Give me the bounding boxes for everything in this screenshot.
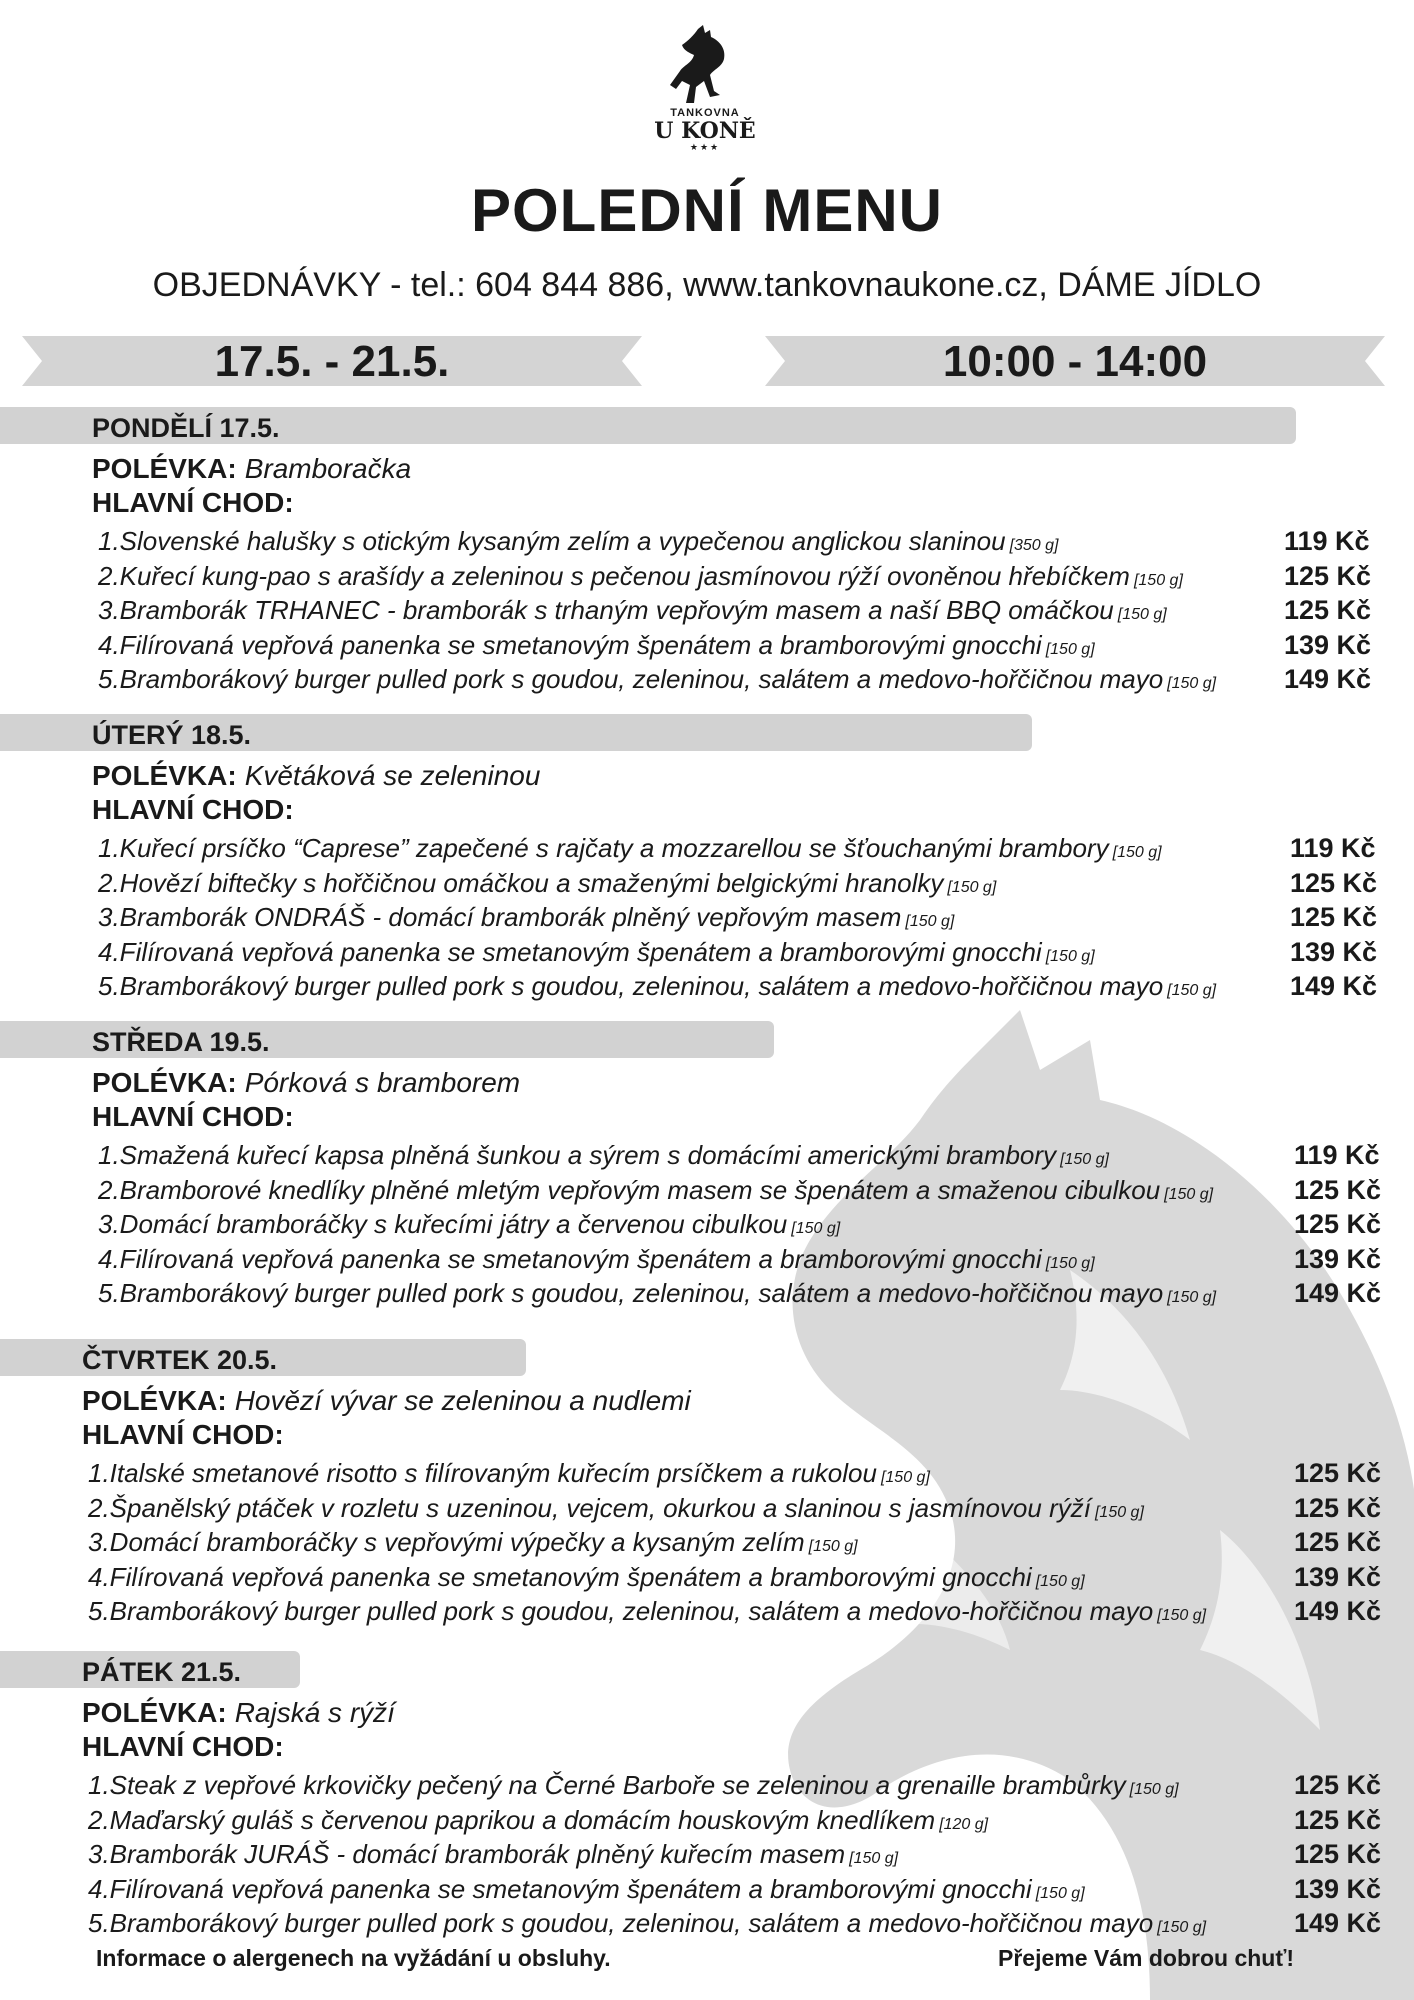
dish-weight: [150 g]	[1045, 640, 1095, 658]
soup-line	[92, 760, 540, 792]
list-item	[88, 1804, 1382, 1839]
dish-price: 119 Kč	[1284, 526, 1370, 556]
list-item	[88, 1457, 1382, 1492]
dish-name	[88, 1907, 1206, 1944]
dish-text: 4.Filírovaná vepřová panenka se smetanovým špenátem a bramborovými gnocchi	[98, 936, 1042, 967]
dish-text: 2.Bramborové knedlíky plněné mletým vepřovým masem se špenátem a smaženou cibulkou	[98, 1174, 1161, 1205]
dish-name	[98, 867, 996, 904]
dish-weight: [150 g]	[1045, 947, 1095, 965]
dish-weight: [150 g]	[1167, 982, 1217, 999]
dish-name	[88, 1457, 930, 1494]
dish-weight: [150 g]	[808, 1538, 858, 1555]
list-item	[88, 1492, 1382, 1527]
logo	[640, 25, 770, 152]
dish-weight: [150 g]	[1045, 1254, 1095, 1272]
main-course-label: HLAVNÍ CHOD:	[92, 487, 294, 518]
dish-price: 125 Kč	[1290, 902, 1378, 932]
dish-weight: [150 g]	[1167, 675, 1217, 692]
dish-text: 2.Kuřecí kung-pao s arašídy a zeleninou s pečenou jasmínovou rýží ovoněnou hřebíčkem	[98, 560, 1130, 591]
dish-text: 5.Bramborákový burger pulled pork s goudou, zeleninou, salátem a medovo-hořčičnou mayo	[98, 664, 1164, 694]
dish-weight: [150 g]	[947, 878, 997, 896]
date-range: 17.5. - 21.5.	[214, 337, 450, 386]
dish-list	[88, 1769, 1382, 1942]
list-item	[98, 594, 1388, 629]
dish-text: 4.Filírovaná vepřová panenka se smetanovým špenátem a bramborovými gnocchi	[88, 1561, 1032, 1592]
list-item	[98, 1243, 1388, 1278]
soup-line	[82, 1697, 395, 1729]
soup-line	[92, 1067, 520, 1099]
soup-name: Bramboračka	[244, 453, 412, 484]
list-item	[98, 560, 1388, 595]
date-ribbon	[22, 336, 642, 386]
soup-label: POLÉVKA:	[92, 1067, 237, 1098]
dish-text: 3.Domácí bramboráčky s kuřecími játry a červenou cibulkou	[98, 1209, 788, 1239]
list-item	[98, 1277, 1388, 1312]
dish-price: 125 Kč	[1284, 560, 1372, 591]
dish-weight: [350 g]	[1009, 537, 1059, 554]
day-section	[0, 1651, 1414, 1951]
main-course-label: HLAVNÍ CHOD:	[82, 1731, 284, 1762]
dish-price: 149 Kč	[1284, 664, 1372, 694]
time-ribbon	[765, 336, 1385, 386]
dish-price: 119 Kč	[1294, 1140, 1380, 1170]
dish-weight: [150 g]	[880, 1469, 930, 1486]
main-course-label: HLAVNÍ CHOD:	[92, 794, 294, 825]
day-name: STŘEDA 19.5.	[92, 1027, 270, 1057]
dish-name	[98, 663, 1216, 700]
dish-name	[98, 1139, 1109, 1176]
dish-price: 125 Kč	[1294, 1492, 1382, 1523]
dish-weight: [150 g]	[1157, 1607, 1207, 1624]
dish-name	[98, 629, 1095, 666]
list-item	[98, 970, 1388, 1005]
dish-name	[88, 1492, 1144, 1529]
list-item	[88, 1561, 1382, 1596]
dish-text: 3.Domácí bramboráčky s vepřovými výpečky a kysaným zelím	[88, 1527, 805, 1557]
dish-name	[98, 525, 1059, 562]
dish-price: 125 Kč	[1294, 1804, 1382, 1835]
logo-stars: ★★★	[689, 142, 721, 152]
dish-price: 119 Kč	[1290, 833, 1376, 863]
dish-text: 3.Bramborák JURÁŠ - domácí bramborák plněný kuřecím masem	[88, 1839, 846, 1869]
dish-price: 139 Kč	[1294, 1561, 1382, 1592]
dish-name	[88, 1561, 1085, 1598]
dish-price: 149 Kč	[1294, 1596, 1382, 1626]
dish-name	[98, 970, 1216, 1007]
dish-text: 2.Hovězí biftečky s hořčičnou omáčkou a smaženými belgickými hranolky	[98, 867, 944, 898]
dish-name	[98, 560, 1183, 597]
dish-name	[98, 1243, 1095, 1280]
dish-text: 1.Smažená kuřecí kapsa plněná šunkou a sýrem s domácími americkými brambory	[98, 1140, 1057, 1170]
day-section	[0, 1021, 1414, 1321]
dish-weight: [150 g]	[1094, 1503, 1144, 1521]
dish-name	[98, 936, 1095, 973]
list-item	[88, 1838, 1382, 1873]
dish-weight: [150 g]	[1164, 1185, 1214, 1203]
dish-price: 125 Kč	[1290, 867, 1378, 898]
horse-logo-icon	[670, 25, 740, 105]
day-name: PONDĚLÍ 17.5.	[92, 413, 280, 443]
dish-weight: [150 g]	[1167, 1289, 1217, 1306]
list-item	[98, 936, 1388, 971]
dish-weight: [150 g]	[1060, 1151, 1109, 1168]
dish-list	[98, 832, 1388, 1005]
list-item	[98, 832, 1388, 867]
dish-weight: [150 g]	[849, 1850, 899, 1867]
dish-price: 125 Kč	[1294, 1174, 1382, 1205]
dish-text: 1.Italské smetanové risotto s filírovaným kuřecím prsíčkem a rukolou	[88, 1458, 877, 1488]
dish-weight: [150 g]	[1035, 1572, 1085, 1590]
dish-text: 4.Filírovaná vepřová panenka se smetanovým špenátem a bramborovými gnocchi	[98, 629, 1042, 660]
list-item	[98, 1139, 1388, 1174]
dish-name	[98, 1174, 1213, 1211]
dish-price: 125 Kč	[1294, 1770, 1382, 1800]
dish-text: 4.Filírovaná vepřová panenka se smetanovým špenátem a bramborovými gnocchi	[98, 1243, 1042, 1274]
dish-name	[98, 1208, 840, 1245]
closing-wish: Přejeme Vám dobrou chuť!	[998, 1945, 1295, 1971]
list-item	[98, 663, 1388, 698]
list-item	[98, 629, 1388, 664]
day-section	[0, 407, 1414, 707]
dish-price: 149 Kč	[1290, 971, 1378, 1001]
dish-name	[88, 1873, 1085, 1910]
dish-price: 125 Kč	[1294, 1209, 1382, 1239]
dish-price: 125 Kč	[1294, 1839, 1382, 1869]
dish-weight: [150 g]	[791, 1220, 841, 1237]
soup-label: POLÉVKA:	[92, 453, 237, 484]
order-contact-line: OBJEDNÁVKY - tel.: 604 844 886, www.tankovnaukone.cz, DÁME JÍDLO	[152, 266, 1262, 304]
soup-label: POLÉVKA:	[92, 760, 237, 791]
dish-price: 125 Kč	[1284, 595, 1372, 625]
day-name: PÁTEK 21.5.	[82, 1657, 242, 1687]
day-name: ÚTERÝ 18.5.	[92, 720, 252, 750]
dish-text: 4.Filírovaná vepřová panenka se smetanovým špenátem a bramborovými gnocchi	[88, 1873, 1032, 1904]
dish-name	[98, 901, 954, 938]
dish-price: 139 Kč	[1284, 629, 1372, 660]
dish-weight: [120 g]	[939, 1815, 989, 1833]
list-item	[88, 1769, 1382, 1804]
list-item	[88, 1873, 1382, 1908]
dish-price: 139 Kč	[1290, 936, 1378, 967]
main-course-label: HLAVNÍ CHOD:	[92, 1101, 294, 1132]
dish-weight: [150 g]	[1157, 1919, 1207, 1936]
soup-label: POLÉVKA:	[82, 1385, 227, 1416]
dish-weight: [150 g]	[1117, 606, 1167, 623]
list-item	[98, 1174, 1388, 1209]
dish-weight: [150 g]	[1035, 1884, 1085, 1902]
list-item	[88, 1907, 1382, 1942]
soup-label: POLÉVKA:	[82, 1697, 227, 1728]
dish-name	[88, 1769, 1179, 1806]
dish-list	[98, 525, 1388, 698]
dish-name	[98, 594, 1167, 631]
dish-text: 3.Bramborák ONDRÁŠ - domácí bramborák plněný vepřovým masem	[98, 902, 902, 932]
dish-text: 5.Bramborákový burger pulled pork s goudou, zeleninou, salátem a medovo-hořčičnou mayo	[98, 971, 1164, 1001]
dish-weight: [150 g]	[1133, 571, 1183, 589]
allergen-note: Informace o alergenech na vyžádání u obsluhy.	[96, 1945, 611, 1971]
dish-list	[88, 1457, 1382, 1630]
page-title: POLEDNÍ MENU	[470, 177, 944, 244]
dish-text: 2.Španělský ptáček v rozletu s uzeninou, vejcem, okurkou a slaninou s jasmínovou rýží	[88, 1492, 1091, 1523]
dish-name	[88, 1526, 858, 1563]
dish-name	[88, 1804, 988, 1841]
dish-list	[98, 1139, 1388, 1312]
dish-price: 125 Kč	[1294, 1527, 1382, 1557]
logo-tagline: TANKOVNA	[670, 107, 740, 119]
soup-line	[92, 453, 411, 485]
dish-price: 149 Kč	[1294, 1278, 1382, 1308]
list-item	[88, 1595, 1382, 1630]
dish-text: 2.Maďarský guláš s červenou paprikou a domácím houskovým knedlíkem	[88, 1804, 936, 1835]
list-item	[98, 901, 1388, 936]
day-name: ČTVRTEK 20.5.	[82, 1345, 278, 1375]
dish-text: 3.Bramborák TRHANEC - bramborák s trhaným vepřovým masem a naší BBQ omáčkou	[98, 595, 1114, 625]
time-range: 10:00 - 14:00	[942, 337, 1208, 386]
main-course-label: HLAVNÍ CHOD:	[82, 1419, 284, 1450]
dish-text: 5.Bramborákový burger pulled pork s goudou, zeleninou, salátem a medovo-hořčičnou mayo	[88, 1908, 1154, 1938]
dish-name	[88, 1595, 1206, 1632]
soup-name: Pórková s bramborem	[244, 1067, 521, 1098]
dish-name	[98, 832, 1162, 869]
dish-text: 1.Steak z vepřové krkovičky pečený na Černé Barboře se zeleninou a grenaille brambůrky	[88, 1770, 1126, 1800]
dish-text: 5.Bramborákový burger pulled pork s goudou, zeleninou, salátem a medovo-hořčičnou mayo	[98, 1278, 1164, 1308]
dish-weight: [150 g]	[1129, 1781, 1179, 1798]
dish-text: 1.Kuřecí prsíčko “Caprese” zapečené s rajčaty a mozzarellou se šťouchanými brambory	[98, 833, 1109, 863]
dish-text: 5.Bramborákový burger pulled pork s goudou, zeleninou, salátem a medovo-hořčičnou mayo	[88, 1596, 1154, 1626]
list-item	[98, 867, 1388, 902]
soup-name: Rajská s rýží	[234, 1697, 395, 1728]
list-item	[98, 1208, 1388, 1243]
day-section	[0, 1339, 1414, 1639]
list-item	[88, 1526, 1382, 1561]
dish-text: 1.Slovenské halušky s otickým kysaným zelím a vypečenou anglickou slaninou	[98, 526, 1006, 556]
dish-price: 149 Kč	[1294, 1908, 1382, 1938]
list-item	[98, 525, 1388, 560]
soup-name: Květáková se zeleninou	[244, 760, 541, 791]
day-section	[0, 714, 1414, 1014]
soup-name: Hovězí vývar se zeleninou a nudlemi	[234, 1385, 691, 1416]
logo-name: U KONĚ	[654, 118, 756, 144]
dish-name	[88, 1838, 898, 1875]
dish-weight: [150 g]	[905, 913, 955, 930]
dish-price: 125 Kč	[1294, 1458, 1382, 1488]
dish-name	[98, 1277, 1216, 1314]
dish-price: 139 Kč	[1294, 1243, 1382, 1274]
dish-price: 139 Kč	[1294, 1873, 1382, 1904]
soup-line	[82, 1385, 691, 1417]
dish-weight: [150 g]	[1112, 844, 1162, 861]
